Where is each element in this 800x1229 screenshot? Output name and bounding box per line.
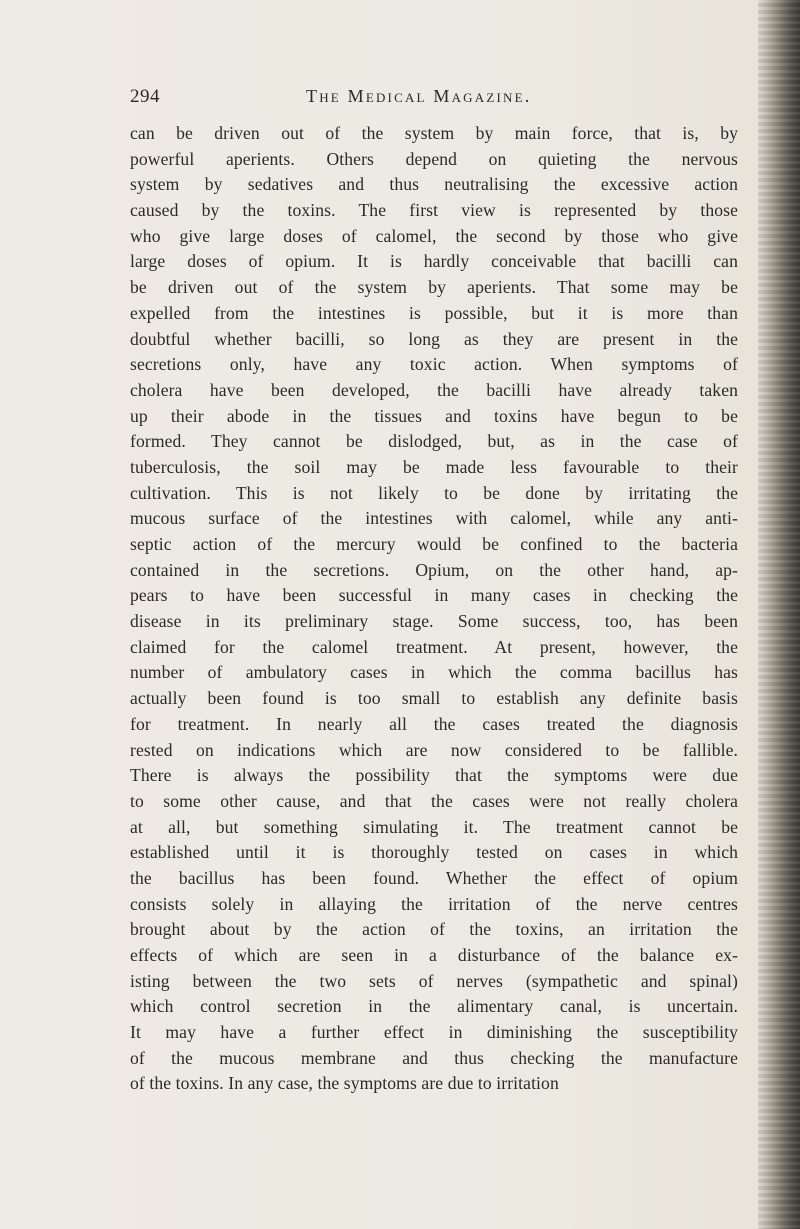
text-line: large doses of opium. It is hardly conceivable that bacilli can: [130, 251, 738, 272]
text-line: brought about by the action of the toxins, an irritation the: [130, 919, 738, 940]
text-line: tuberculosis, the soil may be made less favourable to their: [130, 456, 738, 477]
text-line: powerful aperients. Others depend on quieting the nervous: [130, 148, 738, 169]
text-line: to some other cause, and that the cases were not really cholera: [130, 790, 738, 811]
text-line: effects of which are seen in a disturbance of the balance ex-: [130, 945, 738, 965]
text-line: which control secretion in the alimentary canal, is uncertain.: [130, 996, 738, 1017]
text-line: pears to have been successful in many cases in checking the: [130, 585, 738, 606]
text-line: who give large doses of calomel, the second by those who give: [130, 225, 738, 246]
text-line: claimed for the calomel treatment. At present, however, the: [130, 636, 738, 657]
text-line: cultivation. This is not likely to be done by irritating the: [130, 482, 738, 503]
text-line: isting between the two sets of nerves (sympathetic and spinal): [130, 970, 738, 991]
running-title: The Medical Magazine.: [306, 86, 532, 106]
text-line: rested on indications which are now considered to be fallible.: [130, 739, 738, 760]
text-line: formed. They cannot be dislodged, but, as in the case of: [130, 431, 738, 452]
text-line: contained in the secretions. Opium, on the other hand, ap-: [130, 559, 738, 580]
text-line: the bacillus has been found. Whether the effect of opium: [130, 867, 738, 888]
page-header: [130, 86, 735, 114]
text-line: for treatment. In nearly all the cases treated the diagnosis: [130, 713, 738, 734]
text-line: secretions only, have any toxic action. When symptoms of: [130, 354, 738, 375]
text-line: caused by the toxins. The first view is represented by those: [130, 200, 738, 221]
text-line: of the mucous membrane and thus checking the manufacture: [130, 1047, 738, 1068]
text-line: consists solely in allaying the irritation of the nerve centres: [130, 893, 738, 914]
text-line: established until it is thoroughly tested on cases in which: [130, 842, 738, 863]
text-line: There is always the possibility that the symptoms were due: [130, 765, 738, 786]
text-line: of the toxins. In any case, the symptoms are due to irritation: [130, 1073, 559, 1094]
text-line: mucous surface of the intestines with calomel, while any anti-: [130, 508, 738, 529]
text-line: number of ambulatory cases in which the comma bacillus has: [130, 662, 738, 683]
text-line: can be driven out of the system by main force, that is, by: [130, 123, 738, 143]
text-line: system by sedatives and thus neutralising the excessive action: [130, 174, 738, 195]
text-line: at all, but something simulating it. The treatment cannot be: [130, 816, 738, 837]
text-line: actually been found is too small to establish any definite basis: [130, 688, 738, 709]
text-line: doubtful whether bacilli, so long as they are present in the: [130, 328, 738, 349]
text-line: expelled from the intestines is possible, but it is more than: [130, 302, 738, 323]
text-line: be driven out of the system by aperients. That some may be: [130, 277, 738, 298]
text-line: septic action of the mercury would be confined to the bacteria: [130, 534, 738, 554]
page-number: 294: [130, 86, 160, 107]
text-line: disease in its preliminary stage. Some success, too, has been: [130, 611, 738, 632]
body-text: [130, 121, 738, 1097]
text-line: cholera have been developed, the bacilli have already taken: [130, 379, 738, 400]
book-spine-shadow: [758, 0, 800, 1229]
text-line: up their abode in the tissues and toxins have begun to be: [130, 405, 738, 426]
text-line: It may have a further effect in diminishing the susceptibility: [130, 1022, 738, 1043]
